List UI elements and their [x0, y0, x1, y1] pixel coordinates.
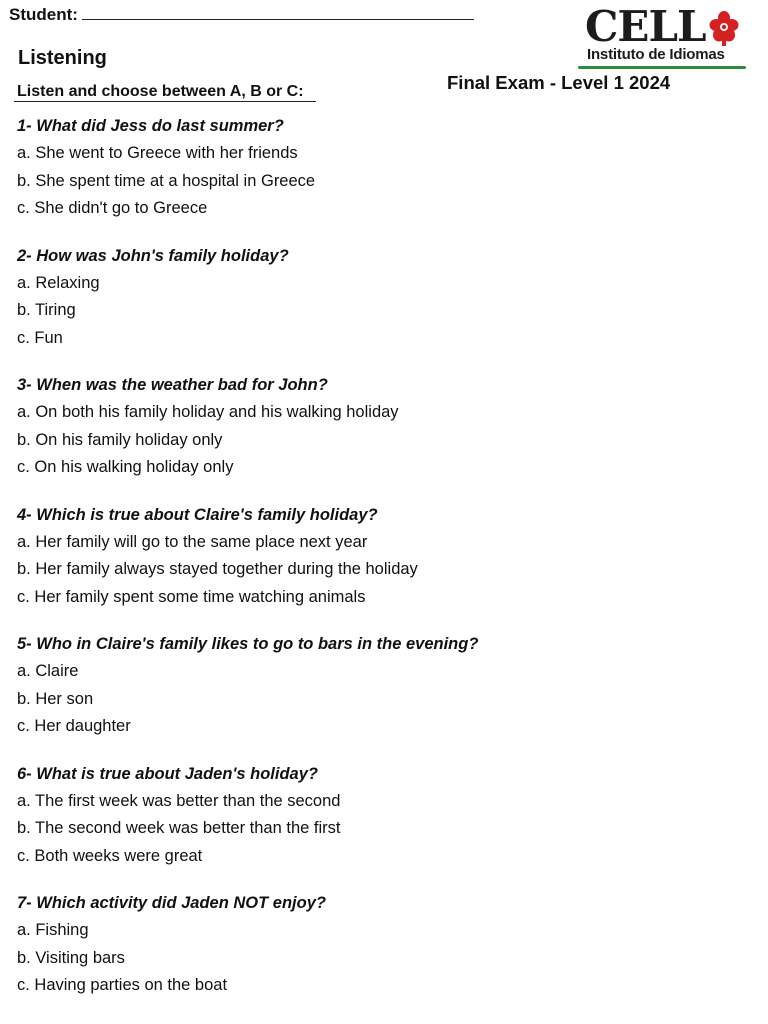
option-c[interactable]: c. Fun [17, 328, 63, 347]
option-b[interactable]: b. Her son [17, 689, 94, 708]
option-c[interactable]: c. Her family spent some time watching animals [17, 587, 366, 606]
option-a[interactable]: a. Claire [17, 662, 79, 680]
student-label: Student: [9, 5, 78, 24]
exam-title: Final Exam - Level 1 2024 [447, 72, 671, 93]
logo-subtitle: Instituto de Idiomas [587, 46, 725, 63]
question-list [17, 113, 757, 1020]
question-2 [17, 243, 757, 353]
option-a[interactable]: a. Her family will go to the same place next year [17, 532, 368, 551]
option-b[interactable]: b. She spent time at a hospital in Greece [17, 171, 316, 190]
option-b[interactable]: b. Visiting bars [17, 948, 125, 967]
question-text: 2- How was John's family holiday? [17, 246, 289, 265]
question-7 [17, 890, 757, 1000]
question-4 [17, 502, 757, 612]
question-text: 3- When was the weather bad for John? [17, 376, 328, 394]
question-5 [17, 631, 757, 741]
option-b[interactable]: b. Tiring [17, 301, 76, 319]
option-a[interactable]: a. On both his family holiday and his walking holiday [17, 403, 399, 421]
question-6 [17, 761, 757, 871]
option-a[interactable]: a. Fishing [17, 921, 89, 939]
logo-flower-icon [708, 10, 740, 46]
option-c[interactable]: c. Having parties on the boat [17, 976, 228, 994]
question-text: 1- What did Jess do last summer? [17, 117, 284, 135]
option-c[interactable]: c. Her daughter [17, 717, 131, 735]
option-a[interactable]: a. She went to Greece with her friends [17, 144, 298, 162]
section-title: Listening [18, 47, 107, 69]
student-field[interactable] [9, 5, 474, 25]
option-c[interactable]: c. On his walking holiday only [17, 458, 234, 476]
question-text: 6- What is true about Jaden's holiday? [17, 764, 318, 783]
option-b[interactable]: b. The second week was better than the first [17, 819, 341, 837]
question-text: 7- Which activity did Jaden NOT enjoy? [17, 894, 326, 912]
instructions: Listen and choose between A, B or C: [14, 82, 316, 102]
question-text: 4- Which is true about Claire's family holiday? [17, 505, 378, 524]
option-b[interactable]: b. Her family always stayed together during the holiday [17, 560, 418, 578]
logo-wordmark: CELL [585, 2, 706, 51]
option-c[interactable]: c. She didn't go to Greece [17, 199, 208, 217]
option-c[interactable]: c. Both weeks were great [17, 846, 203, 865]
school-logo [578, 2, 748, 74]
question-1 [17, 113, 757, 223]
question-3 [17, 372, 757, 482]
option-a[interactable]: a. The first week was better than the second [17, 791, 341, 810]
logo-underline [578, 66, 746, 69]
option-b[interactable]: b. On his family holiday only [17, 430, 223, 449]
question-text: 5- Who in Claire's family likes to go to bars in the evening? [17, 635, 479, 653]
student-name-blank[interactable] [82, 5, 474, 20]
option-a[interactable]: a. Relaxing [17, 273, 100, 292]
